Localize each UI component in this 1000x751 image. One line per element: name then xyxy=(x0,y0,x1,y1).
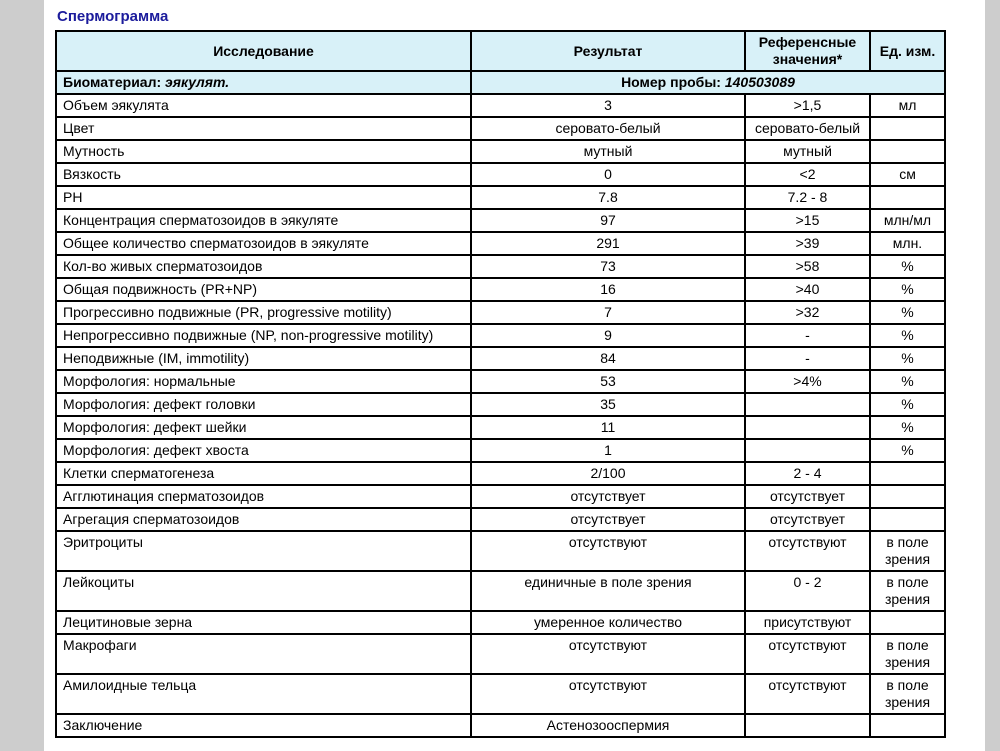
table-row xyxy=(56,301,945,324)
cell-result: 291 xyxy=(471,232,745,255)
table-row xyxy=(56,163,945,186)
cell-units: в поле зрения xyxy=(870,571,945,611)
cell-result: отсутствуют xyxy=(471,674,745,714)
cell-reference xyxy=(745,416,870,439)
cell-reference: >40 xyxy=(745,278,870,301)
cell-result: 97 xyxy=(471,209,745,232)
table-row xyxy=(56,485,945,508)
cell-study: PH xyxy=(56,186,471,209)
cell-units xyxy=(870,462,945,485)
table-row xyxy=(56,278,945,301)
cell-units: % xyxy=(870,278,945,301)
cell-units: см xyxy=(870,163,945,186)
table-row xyxy=(56,611,945,634)
cell-result: единичные в поле зрения xyxy=(471,571,745,611)
cell-reference: >39 xyxy=(745,232,870,255)
sample-number-value: 140503089 xyxy=(724,74,795,90)
table-row xyxy=(56,140,945,163)
cell-result: 73 xyxy=(471,255,745,278)
biomaterial-cell xyxy=(56,71,471,94)
cell-reference xyxy=(745,393,870,416)
header-study: Исследование xyxy=(56,31,471,71)
header-result: Результат xyxy=(471,31,745,71)
cell-study: Цвет xyxy=(56,117,471,140)
cell-reference: >1,5 xyxy=(745,94,870,117)
cell-study: Макрофаги xyxy=(56,634,471,674)
cell-reference: присутствуют xyxy=(745,611,870,634)
table-row xyxy=(56,324,945,347)
spermogram-table xyxy=(55,30,946,738)
cell-reference: >15 xyxy=(745,209,870,232)
cell-result: отсутствуют xyxy=(471,634,745,674)
cell-reference: отсутствует xyxy=(745,485,870,508)
biomaterial-value: эякулят. xyxy=(165,74,230,90)
cell-study: Агглютинация сперматозоидов xyxy=(56,485,471,508)
table-row xyxy=(56,232,945,255)
cell-units xyxy=(870,485,945,508)
cell-units xyxy=(870,714,945,737)
cell-result: 1 xyxy=(471,439,745,462)
cell-result: отсутствует xyxy=(471,508,745,531)
page-title: Спермограмма xyxy=(57,8,169,25)
table-row xyxy=(56,186,945,209)
cell-result: отсутствует xyxy=(471,485,745,508)
cell-reference: мутный xyxy=(745,140,870,163)
cell-units: мл xyxy=(870,94,945,117)
cell-study: Лецитиновые зерна xyxy=(56,611,471,634)
cell-units: % xyxy=(870,393,945,416)
cell-study: Морфология: нормальные xyxy=(56,370,471,393)
cell-study: Лейкоциты xyxy=(56,571,471,611)
cell-result: 7.8 xyxy=(471,186,745,209)
cell-reference: отсутствуют xyxy=(745,674,870,714)
cell-study: Общая подвижность (PR+NP) xyxy=(56,278,471,301)
cell-study: Морфология: дефект шейки xyxy=(56,416,471,439)
table-row xyxy=(56,255,945,278)
cell-reference: - xyxy=(745,324,870,347)
sample-number-cell xyxy=(471,71,945,94)
cell-result: 16 xyxy=(471,278,745,301)
cell-study: Общее количество сперматозоидов в эякуляте xyxy=(56,232,471,255)
cell-study: Мутность xyxy=(56,140,471,163)
table-body xyxy=(56,94,945,737)
cell-units: в поле зрения xyxy=(870,634,945,674)
cell-reference: >32 xyxy=(745,301,870,324)
cell-units xyxy=(870,508,945,531)
table-row xyxy=(56,508,945,531)
cell-result: 84 xyxy=(471,347,745,370)
cell-units: % xyxy=(870,347,945,370)
cell-study: Неподвижные (IM, immotility) xyxy=(56,347,471,370)
cell-units: % xyxy=(870,370,945,393)
cell-units: в поле зрения xyxy=(870,531,945,571)
cell-reference: >4% xyxy=(745,370,870,393)
table-row xyxy=(56,94,945,117)
cell-result: 2/100 xyxy=(471,462,745,485)
table-subheader-row xyxy=(56,71,945,94)
table-row xyxy=(56,462,945,485)
cell-result: 0 xyxy=(471,163,745,186)
cell-result: 35 xyxy=(471,393,745,416)
table-row xyxy=(56,393,945,416)
cell-study: Заключение xyxy=(56,714,471,737)
cell-study: Объем эякулята xyxy=(56,94,471,117)
cell-units: % xyxy=(870,439,945,462)
cell-reference: отсутствуют xyxy=(745,531,870,571)
cell-reference: >58 xyxy=(745,255,870,278)
cell-reference: 0 - 2 xyxy=(745,571,870,611)
table-row xyxy=(56,571,945,611)
cell-study: Морфология: дефект головки xyxy=(56,393,471,416)
cell-study: Непрогрессивно подвижные (NP, non-progressive motility) xyxy=(56,324,471,347)
cell-study: Морфология: дефект хвоста xyxy=(56,439,471,462)
cell-units: млн/мл xyxy=(870,209,945,232)
table-row xyxy=(56,439,945,462)
cell-result: 53 xyxy=(471,370,745,393)
table-header-row xyxy=(56,31,945,71)
cell-reference xyxy=(745,439,870,462)
cell-units xyxy=(870,186,945,209)
cell-study: Кол-во живых сперматозоидов xyxy=(56,255,471,278)
header-reference: Референсные значения* xyxy=(745,31,870,71)
cell-reference xyxy=(745,714,870,737)
cell-units: % xyxy=(870,255,945,278)
cell-reference: 2 - 4 xyxy=(745,462,870,485)
cell-result: 9 xyxy=(471,324,745,347)
cell-result: серовато-белый xyxy=(471,117,745,140)
cell-study: Амилоидные тельца xyxy=(56,674,471,714)
document-page xyxy=(44,0,985,751)
cell-result: мутный xyxy=(471,140,745,163)
cell-result: 7 xyxy=(471,301,745,324)
biomaterial-label: Биоматериал: xyxy=(63,74,162,90)
table-row xyxy=(56,714,945,737)
cell-study: Эритроциты xyxy=(56,531,471,571)
table-row xyxy=(56,674,945,714)
cell-reference: - xyxy=(745,347,870,370)
cell-reference: отсутствуют xyxy=(745,634,870,674)
cell-units xyxy=(870,140,945,163)
cell-study: Агрегация сперматозоидов xyxy=(56,508,471,531)
cell-units: % xyxy=(870,324,945,347)
table-row xyxy=(56,117,945,140)
cell-units: в поле зрения xyxy=(870,674,945,714)
cell-units: % xyxy=(870,301,945,324)
cell-result: 11 xyxy=(471,416,745,439)
table-row xyxy=(56,209,945,232)
sample-number-label: Номер пробы: xyxy=(621,74,721,90)
cell-study: Вязкость xyxy=(56,163,471,186)
table-row xyxy=(56,634,945,674)
header-units: Ед. изм. xyxy=(870,31,945,71)
cell-units: % xyxy=(870,416,945,439)
cell-reference: отсутствует xyxy=(745,508,870,531)
table-row xyxy=(56,531,945,571)
cell-result: отсутствуют xyxy=(471,531,745,571)
cell-reference: 7.2 - 8 xyxy=(745,186,870,209)
cell-result: Астенозооспермия xyxy=(471,714,745,737)
cell-units xyxy=(870,611,945,634)
cell-units xyxy=(870,117,945,140)
table-row xyxy=(56,370,945,393)
cell-reference: серовато-белый xyxy=(745,117,870,140)
cell-result: 3 xyxy=(471,94,745,117)
table-row xyxy=(56,347,945,370)
cell-reference: <2 xyxy=(745,163,870,186)
cell-units: млн. xyxy=(870,232,945,255)
cell-study: Клетки сперматогенеза xyxy=(56,462,471,485)
cell-study: Концентрация сперматозоидов в эякуляте xyxy=(56,209,471,232)
cell-study: Прогрессивно подвижные (PR, progressive motility) xyxy=(56,301,471,324)
table-row xyxy=(56,416,945,439)
cell-result: умеренное количество xyxy=(471,611,745,634)
